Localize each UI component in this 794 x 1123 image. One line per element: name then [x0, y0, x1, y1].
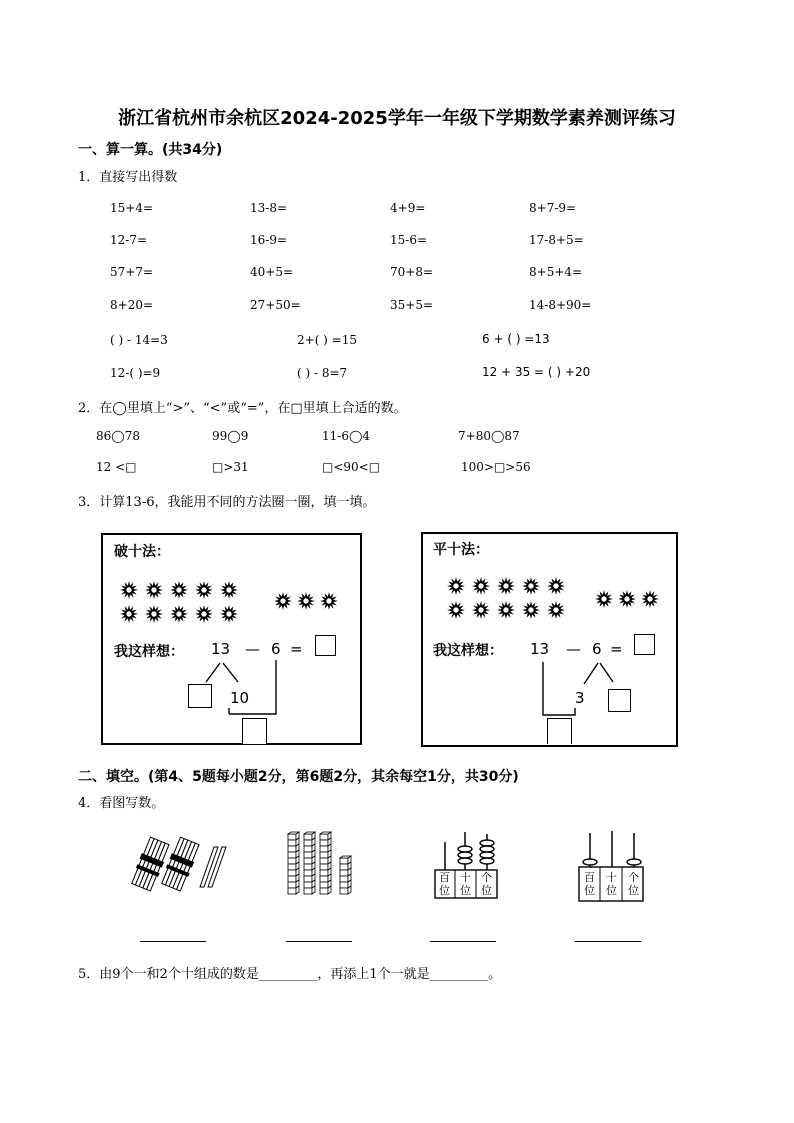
sun-icon: [220, 581, 238, 599]
blank-equation[interactable]: 12-( )=9: [110, 366, 161, 380]
blank-equation[interactable]: 2+( ) =15: [297, 333, 358, 347]
sun-icon: [170, 605, 188, 623]
num-6: 6: [592, 640, 602, 658]
level-ten-label: 平十法：: [433, 542, 489, 558]
stick-bundle-icon: [128, 835, 228, 895]
answer-line[interactable]: [286, 941, 352, 942]
arith-item: 8+5+4=: [529, 265, 583, 279]
blank-equation[interactable]: ( ) - 8=7: [297, 366, 348, 380]
sun-group: [117, 578, 357, 628]
blank-equation[interactable]: 12 + 35 = ( ) +20: [482, 365, 591, 379]
sun-icon: [195, 581, 213, 599]
abacus-label-ones: 个位: [481, 871, 492, 897]
arith-item: 17-8+5=: [529, 233, 584, 247]
sun-icon: [297, 592, 315, 610]
split-3: 3: [575, 689, 585, 707]
abacus-label-hundreds: 百位: [584, 871, 595, 897]
sun-icon: [618, 590, 636, 608]
sun-icon: [447, 577, 465, 595]
sun-icon: [447, 577, 659, 619]
fill-box-item[interactable]: □>31: [212, 460, 249, 474]
sun-icon: [472, 601, 490, 619]
sun-icon: [145, 605, 163, 623]
sun-icon: [595, 590, 613, 608]
fill-box-item[interactable]: □<90<□: [322, 460, 381, 474]
sun-icon: [522, 601, 540, 619]
compare-item[interactable]: 86◯78: [96, 429, 140, 443]
section-2-heading: 二、填空。(第4、5题每小题2分，第6题2分，其余每空1分，共30分): [78, 769, 519, 785]
arith-item: 14-8+90=: [529, 298, 592, 312]
sun-icon: [145, 581, 163, 599]
arith-item: 4+9=: [390, 201, 426, 215]
num-13: 13: [530, 640, 550, 658]
sun-icon: [170, 581, 188, 599]
section-1-heading: 一、算一算。(共34分): [78, 142, 223, 158]
arith-item: 12-7=: [110, 233, 148, 247]
sun-icon: [497, 577, 515, 595]
arith-item: 8+20=: [110, 298, 154, 312]
num-13: 13: [211, 640, 231, 658]
sun-icon: [497, 601, 515, 619]
answer-line[interactable]: [575, 941, 641, 942]
split-answer-box[interactable]: [188, 684, 212, 708]
arith-item: 27+50=: [250, 298, 301, 312]
compare-item[interactable]: 99◯9: [212, 429, 249, 443]
result-box[interactable]: [242, 718, 267, 744]
sun-icon: [320, 592, 338, 610]
sun-icon: [274, 592, 292, 610]
abacus-label-hundreds: 百位: [439, 871, 450, 897]
sun-icon: [120, 581, 338, 623]
sun-icon: [641, 590, 659, 608]
cube-stack-icon: [284, 830, 364, 900]
minus-sign: —: [245, 640, 260, 658]
answer-box[interactable]: [315, 635, 336, 656]
question-3: 3．计算13-6，我能用不同的方法圈一圈，填一填。: [78, 495, 376, 510]
arith-item: 57+7=: [110, 265, 154, 279]
arith-item: 70+8=: [390, 265, 434, 279]
sun-icon: [220, 605, 238, 623]
result-box[interactable]: [547, 718, 572, 744]
question-1: 1．直接写出得数: [78, 170, 178, 185]
compare-item[interactable]: 11-6◯4: [322, 429, 371, 443]
sun-icon: [472, 577, 490, 595]
sun-icon: [447, 601, 465, 619]
blank-equation[interactable]: 6 + ( ) =13: [482, 332, 550, 346]
arith-item: 35+5=: [390, 298, 434, 312]
split-10: 10: [230, 689, 250, 707]
answer-line[interactable]: [140, 941, 206, 942]
page-title: 浙江省杭州市余杭区2024-2025学年一年级下学期数学素养测评练习: [118, 108, 676, 129]
sun-group: [444, 574, 674, 624]
blank-equation[interactable]: ( ) - 14=3: [110, 333, 168, 347]
fill-box-item[interactable]: 100>□>56: [461, 460, 531, 474]
fill-box-item[interactable]: 12 <□: [96, 460, 137, 474]
abacus-label-tens: 十位: [460, 871, 471, 897]
arith-item: 16-9=: [250, 233, 288, 247]
think-label: 我这样想：: [114, 644, 184, 660]
abacus-label-ones: 个位: [628, 871, 639, 897]
sun-icon: [547, 601, 565, 619]
compare-item[interactable]: 7+80◯87: [458, 429, 520, 443]
sun-icon: [120, 581, 138, 599]
answer-box[interactable]: [634, 634, 655, 655]
question-5: 5．由9个一和2个十组成的数是_________，再添上1个一就是_________。: [78, 967, 502, 982]
answer-line[interactable]: [430, 941, 496, 942]
abacus-label-tens: 十位: [606, 871, 617, 897]
split-answer-box[interactable]: [608, 689, 631, 712]
equals-sign: =: [610, 640, 623, 658]
sun-icon: [120, 605, 138, 623]
minus-sign: —: [566, 640, 581, 658]
question-4: 4．看图写数。: [78, 796, 165, 811]
question-2: 2．在◯里填上“>”、“<”或“=”，在□里填上合适的数。: [78, 401, 407, 416]
think-label: 我这样想：: [433, 643, 503, 659]
num-6: 6: [271, 640, 281, 658]
arith-item: 40+5=: [250, 265, 294, 279]
sun-icon: [547, 577, 565, 595]
arith-item: 15-6=: [390, 233, 428, 247]
equals-sign: =: [290, 640, 303, 658]
arith-item: 15+4=: [110, 201, 154, 215]
arith-item: 13-8=: [250, 201, 288, 215]
sun-icon: [522, 577, 540, 595]
break-ten-label: 破十法：: [114, 544, 170, 560]
sun-icon: [195, 605, 213, 623]
arith-item: 8+7-9=: [529, 201, 577, 215]
